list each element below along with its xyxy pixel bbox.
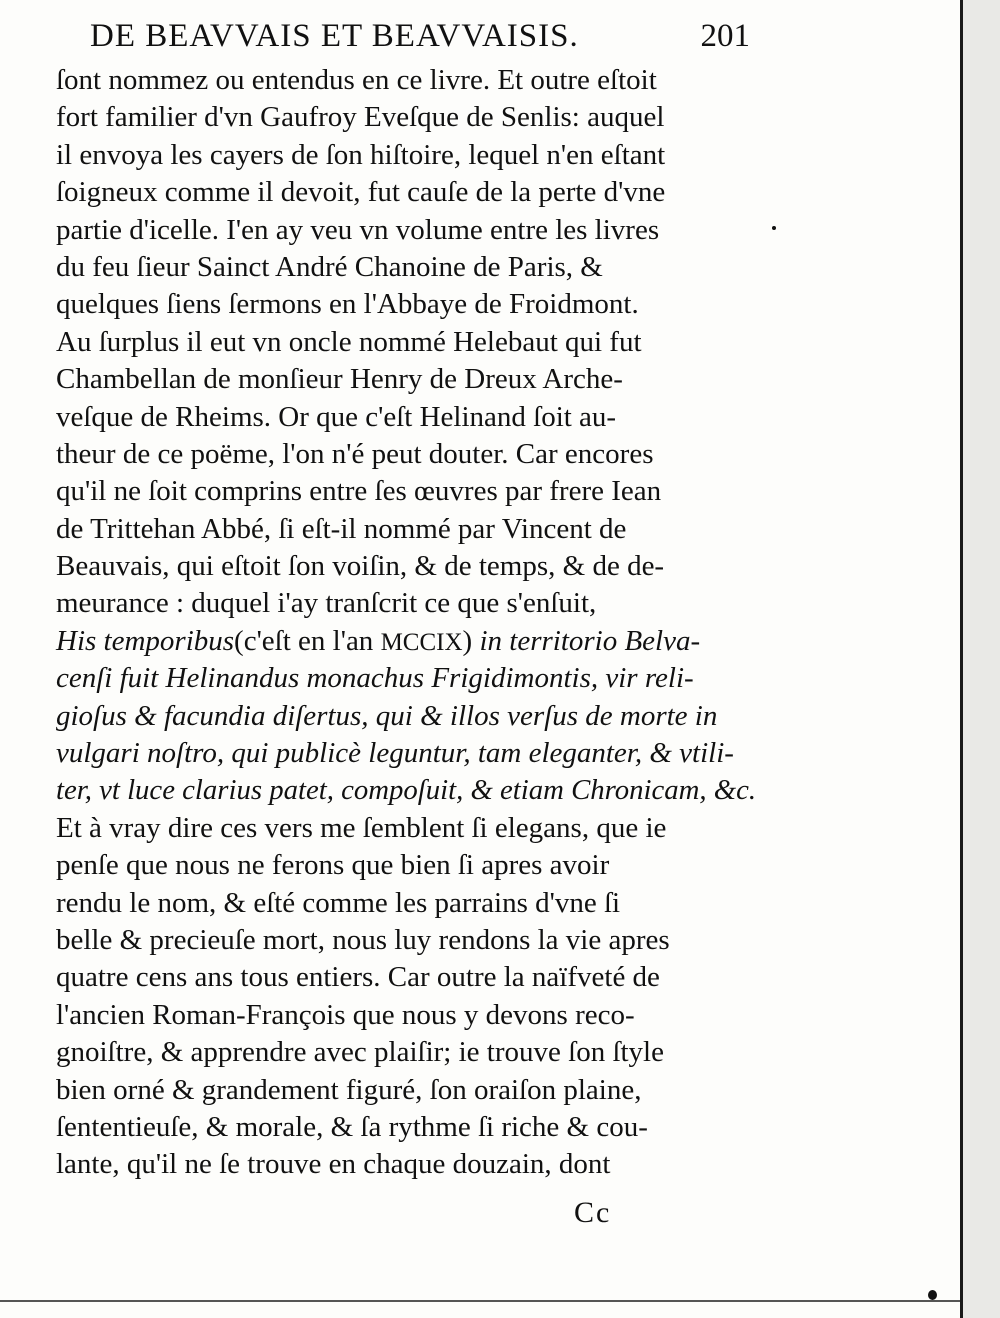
catchword: Cc bbox=[574, 1196, 612, 1229]
latin-quote-line: ter, vt luce clarius patet, compoſuit, & etiam Chronicam, &c. bbox=[56, 774, 757, 807]
text-line: du feu ſieur Sainct André Chanoine de Paris, & bbox=[56, 250, 603, 283]
latin-quote-line: cenſi fuit Helinandus monachus Frigidimontis, vir reli- bbox=[56, 662, 694, 695]
text-line: l'ancien Roman-François que nous y devons reco- bbox=[56, 998, 635, 1031]
text-line: gnoiſtre, & apprendre avec plaiſir; ie trouve ſon ſtyle bbox=[56, 1036, 664, 1069]
text-line: Au ſurplus il eut vn oncle nommé Helebaut qui fut bbox=[56, 325, 642, 358]
text-line: partie d'icelle. I'en ay veu vn volume entre les livres bbox=[56, 213, 660, 246]
text-line: lante, qu'il ne ſe trouve en chaque douzain, dont bbox=[56, 1148, 611, 1181]
page-number: 201 bbox=[700, 18, 750, 54]
latin-quote-line bbox=[56, 623, 746, 660]
text-line: de Trittehan Abbé, ſi eſt-il nommé par Vincent de bbox=[56, 512, 627, 545]
text-line: theur de ce poëme, l'on n'é peut douter. Car encores bbox=[56, 437, 654, 470]
ink-speck bbox=[772, 226, 776, 230]
latin-rest: in territorio Belva- bbox=[472, 624, 701, 657]
text-line: il envoya les cayers de ſon hiſtoire, lequel n'en eſtant bbox=[56, 138, 666, 171]
ink-speck bbox=[928, 1290, 937, 1300]
latin-quote-line: vulgari noſtro, qui publicè leguntur, tam eleganter, & vtili- bbox=[56, 737, 734, 770]
body-text bbox=[56, 62, 757, 1184]
text-line: veſque de Rheims. Or que c'eſt Helinand ſoit au- bbox=[56, 400, 617, 433]
text-line: Et à vray dire ces vers me ſemblent ſi elegans, que ie bbox=[56, 811, 667, 844]
text-line: ſententieuſe, & morale, & ſa rythme ſi riche & cou- bbox=[56, 1110, 648, 1143]
text-line: Beauvais, qui eſtoit ſon voiſin, & de temps, & de de- bbox=[56, 550, 665, 583]
latin-quote-line: gioſus & facundia diſertus, qui & illos verſus de morte in bbox=[56, 699, 718, 732]
text-line: rendu le nom, & eſté comme les parrains d'vne ſi bbox=[56, 886, 621, 919]
text-line: quelques ſiens ſermons en l'Abbaye de Froidmont. bbox=[56, 288, 639, 321]
running-title: DE BEAVVAIS ET BEAVVAISIS. bbox=[90, 18, 579, 54]
running-head bbox=[90, 18, 750, 66]
page-edge-bottom bbox=[0, 1300, 960, 1302]
text-line: belle & precieuſe mort, nous luy rendons la vie apres bbox=[56, 923, 670, 956]
paren-close: ) bbox=[462, 624, 473, 657]
text-line: bien orné & grandement figuré, ſon oraiſon plaine, bbox=[56, 1073, 642, 1106]
text-line: penſe que nous ne ferons que bien ſi apres avoir bbox=[56, 849, 610, 882]
roman-year: MCCIX bbox=[380, 628, 463, 656]
text-line: fort familier d'vn Gaufroy Eveſque de Senlis: auquel bbox=[56, 101, 665, 134]
text-line: qu'il ne ſoit comprins entre ſes œuvres par frere Iean bbox=[56, 475, 662, 508]
text-line: Chambellan de monſieur Henry de Dreux Arche- bbox=[56, 363, 623, 396]
text-line: ſont nommez ou entendus en ce livre. Et outre eſtoit bbox=[56, 64, 657, 96]
latin-lead: His temporibus bbox=[56, 624, 235, 657]
text-line: meurance : duquel i'ay tranſcrit ce que s'enſuit, bbox=[56, 587, 597, 620]
text-line: ſoigneux comme il devoit, fut cauſe de la perte d'vne bbox=[56, 176, 666, 209]
text-line: quatre cens ans tous entiers. Car outre la naïfveté de bbox=[56, 961, 660, 994]
paren-open: (c'eſt en l'an bbox=[234, 624, 381, 657]
page-edge-right bbox=[960, 0, 1000, 1318]
